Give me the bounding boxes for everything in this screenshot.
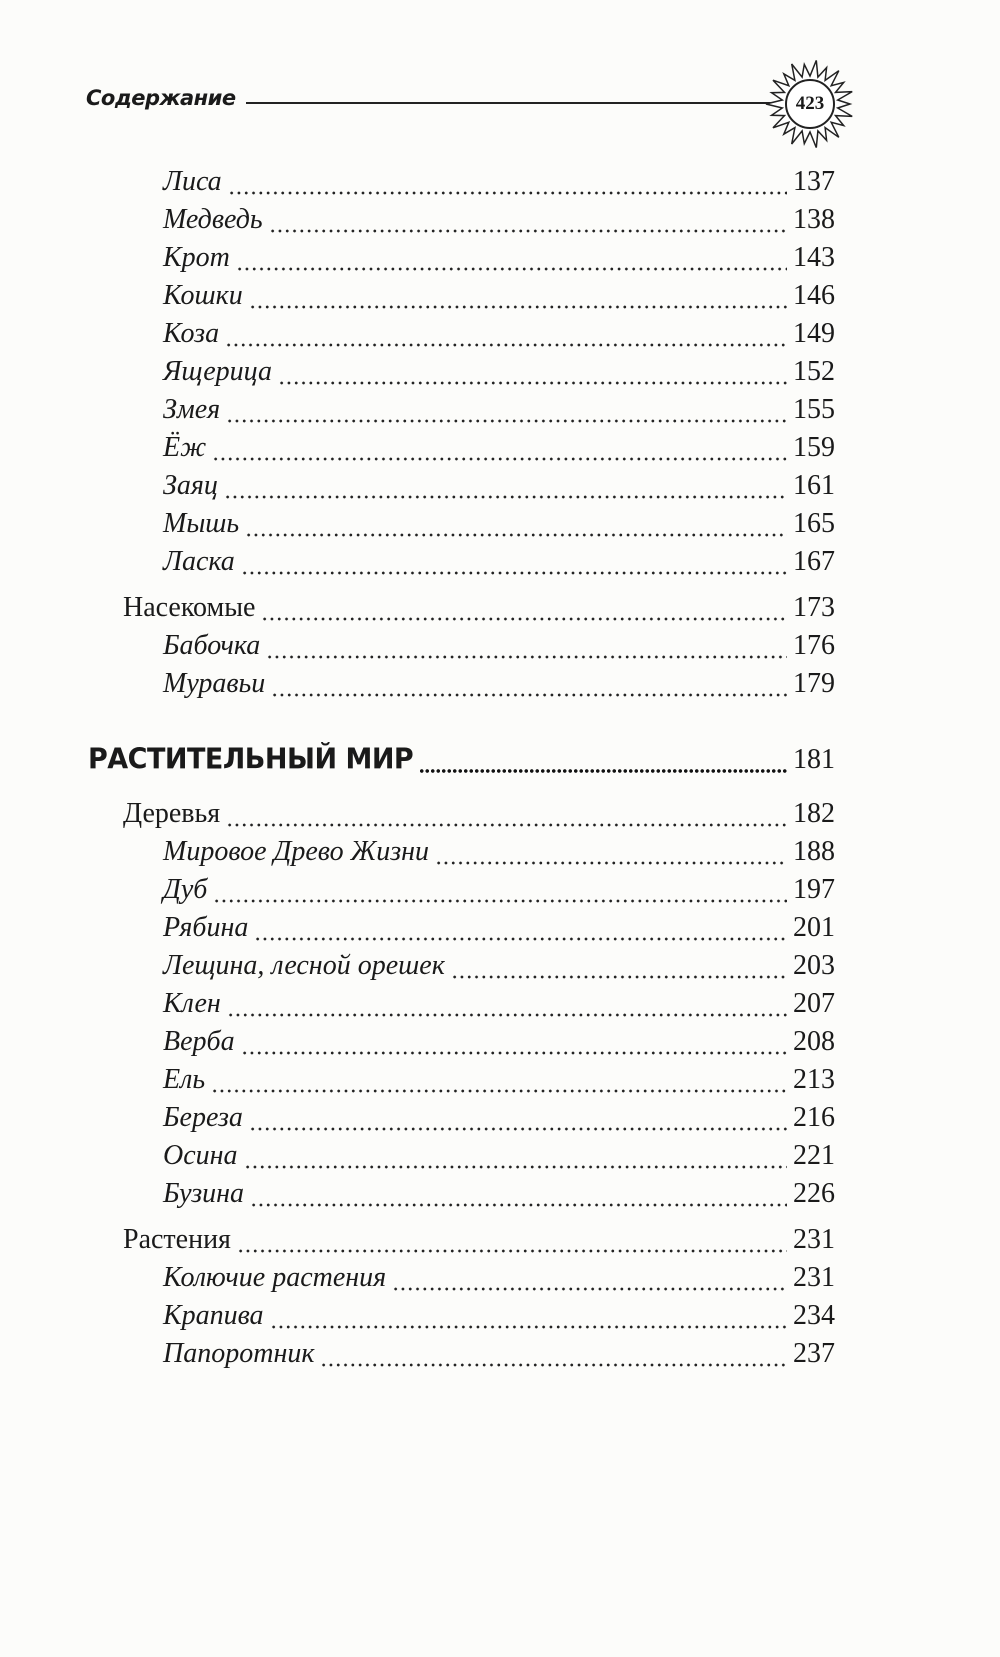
toc-entry-page: 161 — [793, 470, 835, 501]
toc-entry — [123, 795, 835, 833]
toc-entry-page: 231 — [793, 1224, 835, 1255]
dot-leader — [249, 1099, 787, 1137]
dot-leader — [266, 627, 787, 665]
page-number: 423 — [795, 93, 825, 114]
toc-entry — [163, 1137, 835, 1175]
toc-entry — [163, 239, 835, 277]
toc-entry-page: 201 — [793, 912, 835, 943]
toc-entry-page: 152 — [793, 356, 835, 387]
dot-leader — [211, 1061, 787, 1099]
dot-leader — [250, 1175, 787, 1213]
toc-entry-page: 221 — [793, 1140, 835, 1171]
toc-entry-page: 173 — [793, 592, 835, 623]
toc-entry-label: Лиса — [163, 166, 222, 197]
toc-entry-page: 188 — [793, 836, 835, 867]
toc-entry-page: 226 — [793, 1178, 835, 1209]
toc-entry-label: Деревья — [123, 798, 221, 829]
toc-entry-label: Заяц — [163, 470, 218, 501]
toc-entry-label: Лещина, лесной орешек — [163, 950, 445, 981]
toc-entry-page: 159 — [793, 432, 835, 463]
toc-entry-label: Растения — [123, 1224, 231, 1255]
toc-entry-label: Папоротник — [163, 1338, 315, 1369]
dot-leader — [278, 353, 787, 391]
dot-leader — [392, 1259, 787, 1297]
toc-entry-page: 207 — [793, 988, 835, 1019]
dot-leader — [236, 239, 787, 277]
toc-entry-label: Ёж — [163, 432, 207, 463]
toc-entry-page: 146 — [793, 280, 835, 311]
toc-entry-label: Колючие растения — [163, 1262, 387, 1293]
toc-entry — [163, 353, 835, 391]
toc-entry — [163, 627, 835, 665]
toc-entry-page: 138 — [793, 204, 835, 235]
dot-leader — [271, 665, 787, 703]
toc-entry — [163, 543, 835, 581]
toc-entry-page: 181 — [793, 744, 835, 775]
toc-entry-page: 208 — [793, 1026, 835, 1057]
dot-leader — [435, 833, 787, 871]
toc-section — [88, 741, 835, 779]
toc-entry — [163, 665, 835, 703]
toc-entry — [163, 1175, 835, 1213]
toc-entry-page: 167 — [793, 546, 835, 577]
toc-entry-page: 143 — [793, 242, 835, 273]
toc-entry — [163, 467, 835, 505]
dot-leader — [237, 1221, 787, 1259]
toc-entry — [163, 947, 835, 985]
toc-entry — [123, 589, 835, 627]
toc-entry — [123, 1221, 835, 1259]
dot-leader — [419, 741, 787, 779]
toc-entry-label: Медведь — [163, 204, 263, 235]
toc-entry-label: РАСТИТЕЛЬНЫЙ МИР — [88, 743, 414, 776]
toc-entry-page: 213 — [793, 1064, 835, 1095]
toc-entry — [163, 391, 835, 429]
toc-entry-label: Крапива — [163, 1300, 264, 1331]
toc-entry-page: 182 — [793, 798, 835, 829]
toc-entry-page: 149 — [793, 318, 835, 349]
toc-entry-label: Ласка — [163, 546, 235, 577]
toc-entry-page: 155 — [793, 394, 835, 425]
dot-leader — [261, 589, 787, 627]
toc-entry — [163, 277, 835, 315]
dot-leader — [270, 1297, 787, 1335]
toc-entry — [163, 1023, 835, 1061]
dot-leader — [224, 467, 787, 505]
dot-leader — [320, 1335, 787, 1373]
toc-entry-page: 179 — [793, 668, 835, 699]
dot-leader — [227, 985, 787, 1023]
toc-entry — [163, 505, 835, 543]
toc-entry-label: Мышь — [163, 508, 240, 539]
toc-entry-label: Верба — [163, 1026, 235, 1057]
toc-entry-label: Береза — [163, 1102, 243, 1133]
toc-entry — [163, 1335, 835, 1373]
toc-entry-page: 165 — [793, 508, 835, 539]
toc-entry-page: 234 — [793, 1300, 835, 1331]
sun-ornament-icon — [764, 58, 856, 150]
toc-entry-label: Муравьи — [163, 668, 266, 699]
toc-entry-label: Клен — [163, 988, 221, 1019]
toc-entry-page: 203 — [793, 950, 835, 981]
toc-entry-label: Осина — [163, 1140, 238, 1171]
toc-entry-page: 216 — [793, 1102, 835, 1133]
toc-entry — [163, 429, 835, 467]
toc-entry-label: Кошки — [163, 280, 243, 311]
dot-leader — [226, 391, 787, 429]
toc-entry-page: 197 — [793, 874, 835, 905]
toc-entry-label: Насекомые — [123, 592, 256, 623]
toc-entry-label: Коза — [163, 318, 220, 349]
toc-entry-label: Крот — [163, 242, 230, 273]
toc-entry-label: Дуб — [163, 874, 208, 905]
dot-leader — [245, 505, 787, 543]
toc-entry-page: 231 — [793, 1262, 835, 1293]
dot-leader — [254, 909, 787, 947]
toc-entry — [163, 1061, 835, 1099]
toc-entry-label: Ель — [163, 1064, 206, 1095]
toc-entry-label: Рябина — [163, 912, 249, 943]
toc-entry — [163, 163, 835, 201]
toc-entry-label: Бабочка — [163, 630, 261, 661]
dot-leader — [212, 429, 787, 467]
toc-entry — [163, 1297, 835, 1335]
header-rule — [246, 102, 786, 104]
toc-entry-label: Бузина — [163, 1178, 245, 1209]
toc-entry — [163, 201, 835, 239]
dot-leader — [225, 315, 787, 353]
toc-entry-label: Мировое Древо Жизни — [163, 836, 430, 867]
dot-leader — [269, 201, 787, 239]
toc-entry-page: 237 — [793, 1338, 835, 1369]
table-of-contents — [0, 163, 1000, 1373]
dot-leader — [241, 543, 787, 581]
toc-entry — [163, 909, 835, 947]
toc-entry-page: 137 — [793, 166, 835, 197]
toc-entry-page: 176 — [793, 630, 835, 661]
toc-entry — [163, 315, 835, 353]
dot-leader — [226, 795, 787, 833]
toc-entry — [163, 871, 835, 909]
toc-entry — [163, 833, 835, 871]
toc-entry — [163, 985, 835, 1023]
toc-entry — [163, 1259, 835, 1297]
dot-leader — [451, 947, 787, 985]
dot-leader — [249, 277, 787, 315]
dot-leader — [241, 1023, 787, 1061]
dot-leader — [228, 163, 787, 201]
running-header — [86, 80, 856, 130]
running-header-title: Содержание — [86, 86, 236, 110]
toc-entry — [163, 1099, 835, 1137]
dot-leader — [213, 871, 787, 909]
toc-entry-label: Змея — [163, 394, 221, 425]
toc-entry-label: Ящерица — [163, 356, 273, 387]
dot-leader — [244, 1137, 787, 1175]
